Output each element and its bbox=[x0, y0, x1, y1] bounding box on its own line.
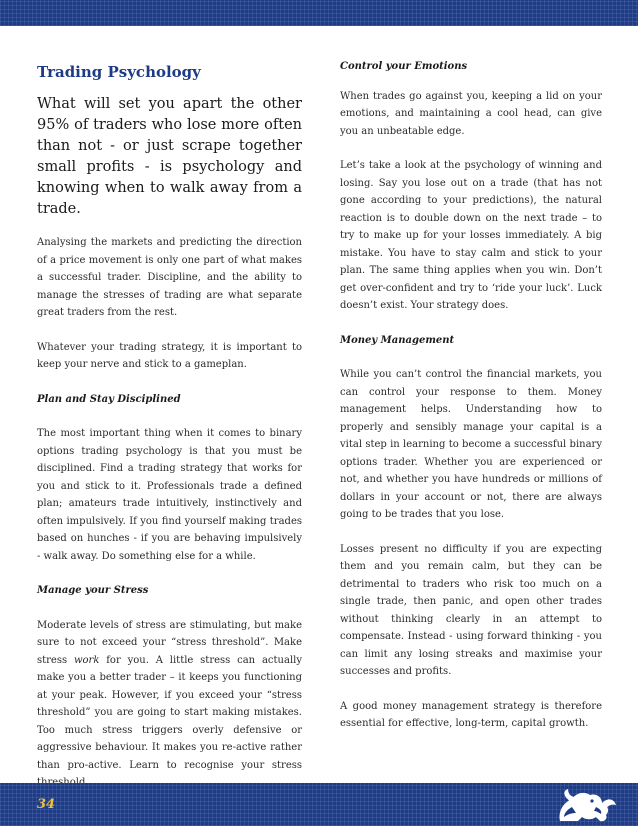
left-column bbox=[37, 58, 302, 809]
heading-control-emotions: Control your Emotions bbox=[340, 61, 468, 72]
paragraph-intro: Analysing the markets and predicting the direction of a price movement is only one part of what makes a successful trader. Discipline, and the ability to manage the stresses of trading are what separate great traders from the rest. bbox=[37, 237, 302, 318]
heading-money-management: Money Management bbox=[340, 334, 455, 346]
footer-band bbox=[0, 783, 638, 826]
paragraph-money-management: While you can’t control the financial markets, you can control your response to them. Money management helps. Understanding how to properly and sensibly manage your capital is a vital step in learning to become a successful binary options trader. Whether you are experienced or not, and whether you have hundreds or millions of dollars in your account or not, there are always going to be trades that you lose. bbox=[340, 369, 602, 520]
paragraph-losses: Losses present no difficulty if you are expecting them and you remain calm, but they can be detrimental to traders who risk too much on a single trade, then panic, and open other trades without thinking clearly in an attempt to compensate. Instead - using forward thinking - you can limit any losing streaks and maximise your successes and profits. bbox=[340, 543, 602, 677]
paragraph-emotions: When trades go against you, keeping a lid on your emotions, and maintaining a cool head, can give you an unbeatable edge. bbox=[340, 90, 602, 137]
paragraph-strategy: A good money management strategy is therefore essential for effective, long-term, capital growth. bbox=[340, 700, 602, 729]
paragraph-stress bbox=[37, 617, 302, 792]
paragraph-winning-losing: Let’s take a look at the psychology of winning and losing. Say you lose out on a trade (that has not gone according to your predictions), the natural reaction is to double down on the next trade – to try to make up for your losses immediately. A big mistake. You have to stay calm and stick to your plan. The same thing applies when you win. Don’t get over-confident and try to ‘ride your luck’. Luck doesn’t exist. Your strategy does. bbox=[340, 160, 602, 311]
stress-text-a: Moderate levels of stress are stimulating, but make sure to not exceed your “stress threshold”. Make stress bbox=[37, 619, 302, 666]
header-band bbox=[0, 0, 638, 26]
heading-plan-disciplined: Plan and Stay Disciplined bbox=[37, 393, 181, 405]
heading-manage-stress: Manage your Stress bbox=[37, 585, 149, 596]
lion-logo-icon bbox=[552, 787, 622, 824]
paragraph-discipline: The most important thing when it comes to binary options trading psychology is that you must be disciplined. Find a trading strategy that works for you and stick to it. Professionals trade a defined plan; amateurs trade intuitively, instinctively and often impulsively. If you find yourself making trades based on hunches - if you are behaving impulsively - walk away. Do something else for a while. bbox=[37, 428, 302, 562]
right-column bbox=[340, 58, 602, 750]
page-number: 34 bbox=[37, 797, 56, 812]
paragraph-gameplan: Whatever your trading strategy, it is important to keep your nerve and stick to a gameplan. bbox=[37, 341, 302, 370]
page-title: Trading Psychology bbox=[37, 63, 201, 81]
lead-paragraph: What will set you apart the other 95% of traders who lose more often than not - or just scrape together small profits - is psychology and knowing when to walk away from a trade. bbox=[37, 96, 302, 217]
stress-text-b: for you. A little stress can actually make you a better trader – it keeps you functioning at your peak. However, if you exceed your “stress threshold” you are going to start making mistakes. Too much stress triggers overly defensive or aggressive behaviour. It makes you re-active rather than pro-active. Learn to recognise your stress bbox=[37, 654, 302, 771]
stress-emphasis: work bbox=[73, 654, 100, 666]
